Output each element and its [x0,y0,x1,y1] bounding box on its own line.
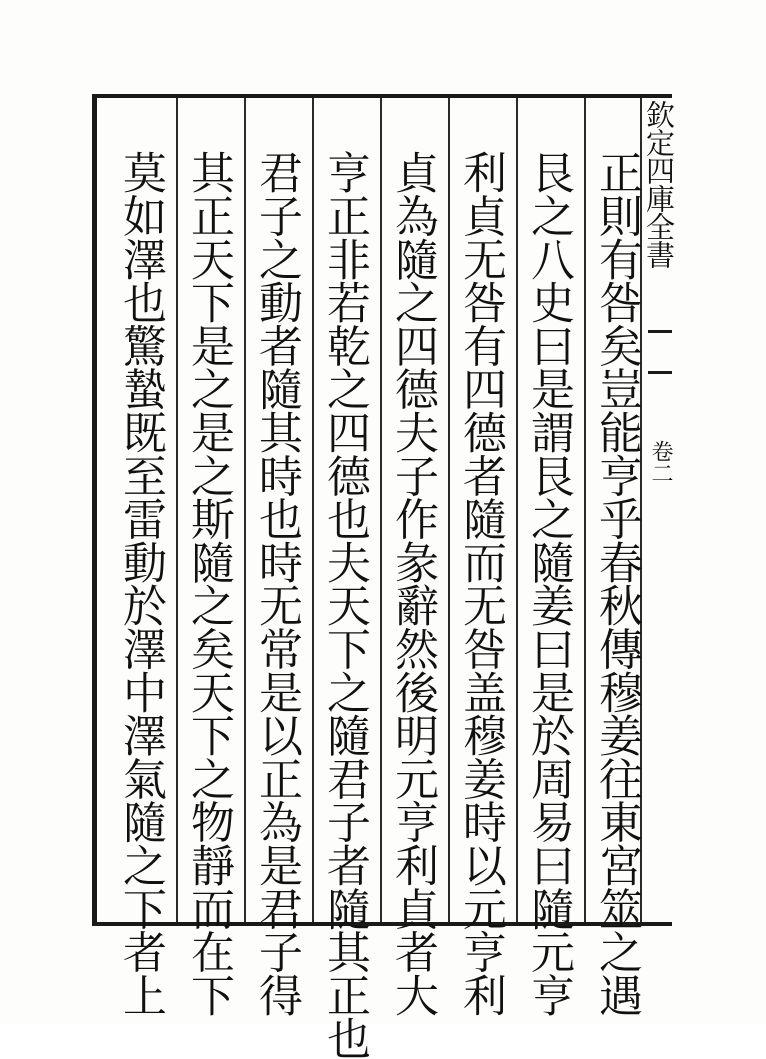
text-column-7: 其正天下是之是之斯隨之矣天下之物靜而在下 [183,150,234,1017]
text-column-4: 貞為隨之四德夫子作彖辭然後明元亨利貞者大 [387,150,438,1017]
fish-tail-marker [648,330,672,374]
text-column-5: 亨正非若乾之四德也夫天下之隨君子者隨其正也 [319,150,370,1059]
text-column-8: 莫如澤也驚蟄既至雷動於澤中澤氣隨之下者上 [115,150,166,1017]
volume-label: 卷二 [648,440,673,484]
text-column-2: 艮之八史曰是謂艮之隨姜曰是於周易曰隨元亨 [523,150,574,1017]
text-column-3: 利貞无咎有四德者隨而无咎盖穆姜時以元亨利 [455,150,506,1017]
collection-title: 欽定四庫全書 [642,100,676,268]
text-column-6: 君子之動者隨其時也時无常是以正為是君子得 [251,150,302,1017]
text-column-1: 正則有咎矣豈能亨乎春秋傳穆姜往東宮筮之遇 [591,150,642,1017]
